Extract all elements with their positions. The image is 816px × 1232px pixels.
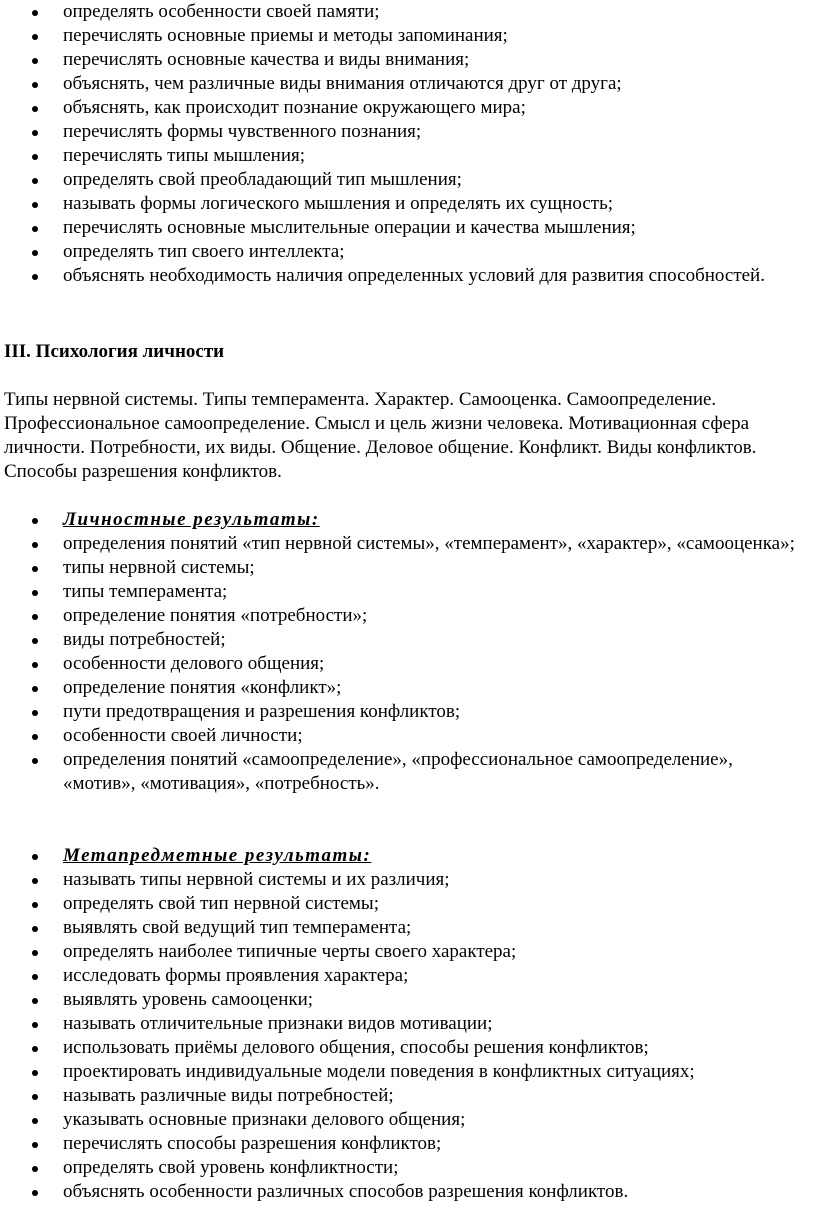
list-item: объяснять, чем различные виды внимания отличаются друг от друга;: [0, 72, 816, 96]
list-item: выявлять уровень самооценки;: [0, 988, 816, 1012]
list-item: называть отличительные признаки видов мотивации;: [0, 1012, 816, 1036]
list-item: использовать приёмы делового общения, способы решения конфликтов;: [0, 1036, 816, 1060]
list-item: определять тип своего интеллекта;: [0, 240, 816, 264]
skills-list: [0, 0, 816, 288]
list-item: объяснять необходимость наличия определенных условий для развития способностей.: [0, 264, 816, 288]
section-paragraph: Типы нервной системы. Типы темперамента. Характер. Самооценка. Самоопределение. Профессиональное самоопределение. Смысл и цель жизни человека. Мотивационная сфера личности. Потребности, их виды. Общение. Деловое общение. Конфликт. Виды конфликтов. Способы разрешения конфликтов.: [4, 389, 757, 482]
list-item: определять свой уровень конфликтности;: [0, 1156, 816, 1180]
list-item: называть формы логического мышления и определять их сущность;: [0, 192, 816, 216]
personal-results-heading-item: [0, 508, 816, 532]
list-item: определять наиболее типичные черты своего характера;: [0, 940, 816, 964]
list-item: пути предотвращения и разрешения конфликтов;: [0, 700, 816, 724]
list-item: определения понятий «самоопределение», «профессиональное самоопределение», «мотив», «мотивация», «потребность».: [0, 748, 816, 796]
list-item: указывать основные признаки делового общения;: [0, 1108, 816, 1132]
list-item: перечислять типы мышления;: [0, 144, 816, 168]
list-item: перечислять формы чувственного познания;: [0, 120, 816, 144]
meta-results-heading-item: [0, 844, 816, 868]
list-item: перечислять основные приемы и методы запоминания;: [0, 24, 816, 48]
list-item: перечислять способы разрешения конфликтов;: [0, 1132, 816, 1156]
list-item: определение понятия «потребности»;: [0, 604, 816, 628]
list-item: выявлять свой ведущий тип темперамента;: [0, 916, 816, 940]
list-item: объяснять, как происходит познание окружающего мира;: [0, 96, 816, 120]
meta-results-list: [0, 844, 816, 1204]
list-item: называть типы нервной системы и их различия;: [0, 868, 816, 892]
list-item: определять особенности своей памяти;: [0, 0, 816, 24]
list-item: особенности делового общения;: [0, 652, 816, 676]
list-item: объяснять особенности различных способов разрешения конфликтов.: [0, 1180, 816, 1204]
section-heading: III. Психология личности: [4, 341, 225, 362]
list-item: исследовать формы проявления характера;: [0, 964, 816, 988]
list-item: проектировать индивидуальные модели поведения в конфликтных ситуациях;: [0, 1060, 816, 1084]
list-item: определять свой тип нервной системы;: [0, 892, 816, 916]
list-item: называть различные виды потребностей;: [0, 1084, 816, 1108]
list-item: типы темперамента;: [0, 580, 816, 604]
list-item: определять свой преобладающий тип мышления;: [0, 168, 816, 192]
list-item: перечислять основные качества и виды внимания;: [0, 48, 816, 72]
personal-results-list: [0, 508, 816, 796]
list-item: особенности своей личности;: [0, 724, 816, 748]
personal-results-heading: Личностные результаты:: [63, 509, 320, 530]
list-item: типы нервной системы;: [0, 556, 816, 580]
list-item: определения понятий «тип нервной системы», «темперамент», «характер», «самооценка»;: [0, 532, 816, 556]
list-item: виды потребностей;: [0, 628, 816, 652]
meta-results-heading: Метапредметные результаты:: [63, 845, 372, 866]
list-item: перечислять основные мыслительные операции и качества мышления;: [0, 216, 816, 240]
list-item: определение понятия «конфликт»;: [0, 676, 816, 700]
